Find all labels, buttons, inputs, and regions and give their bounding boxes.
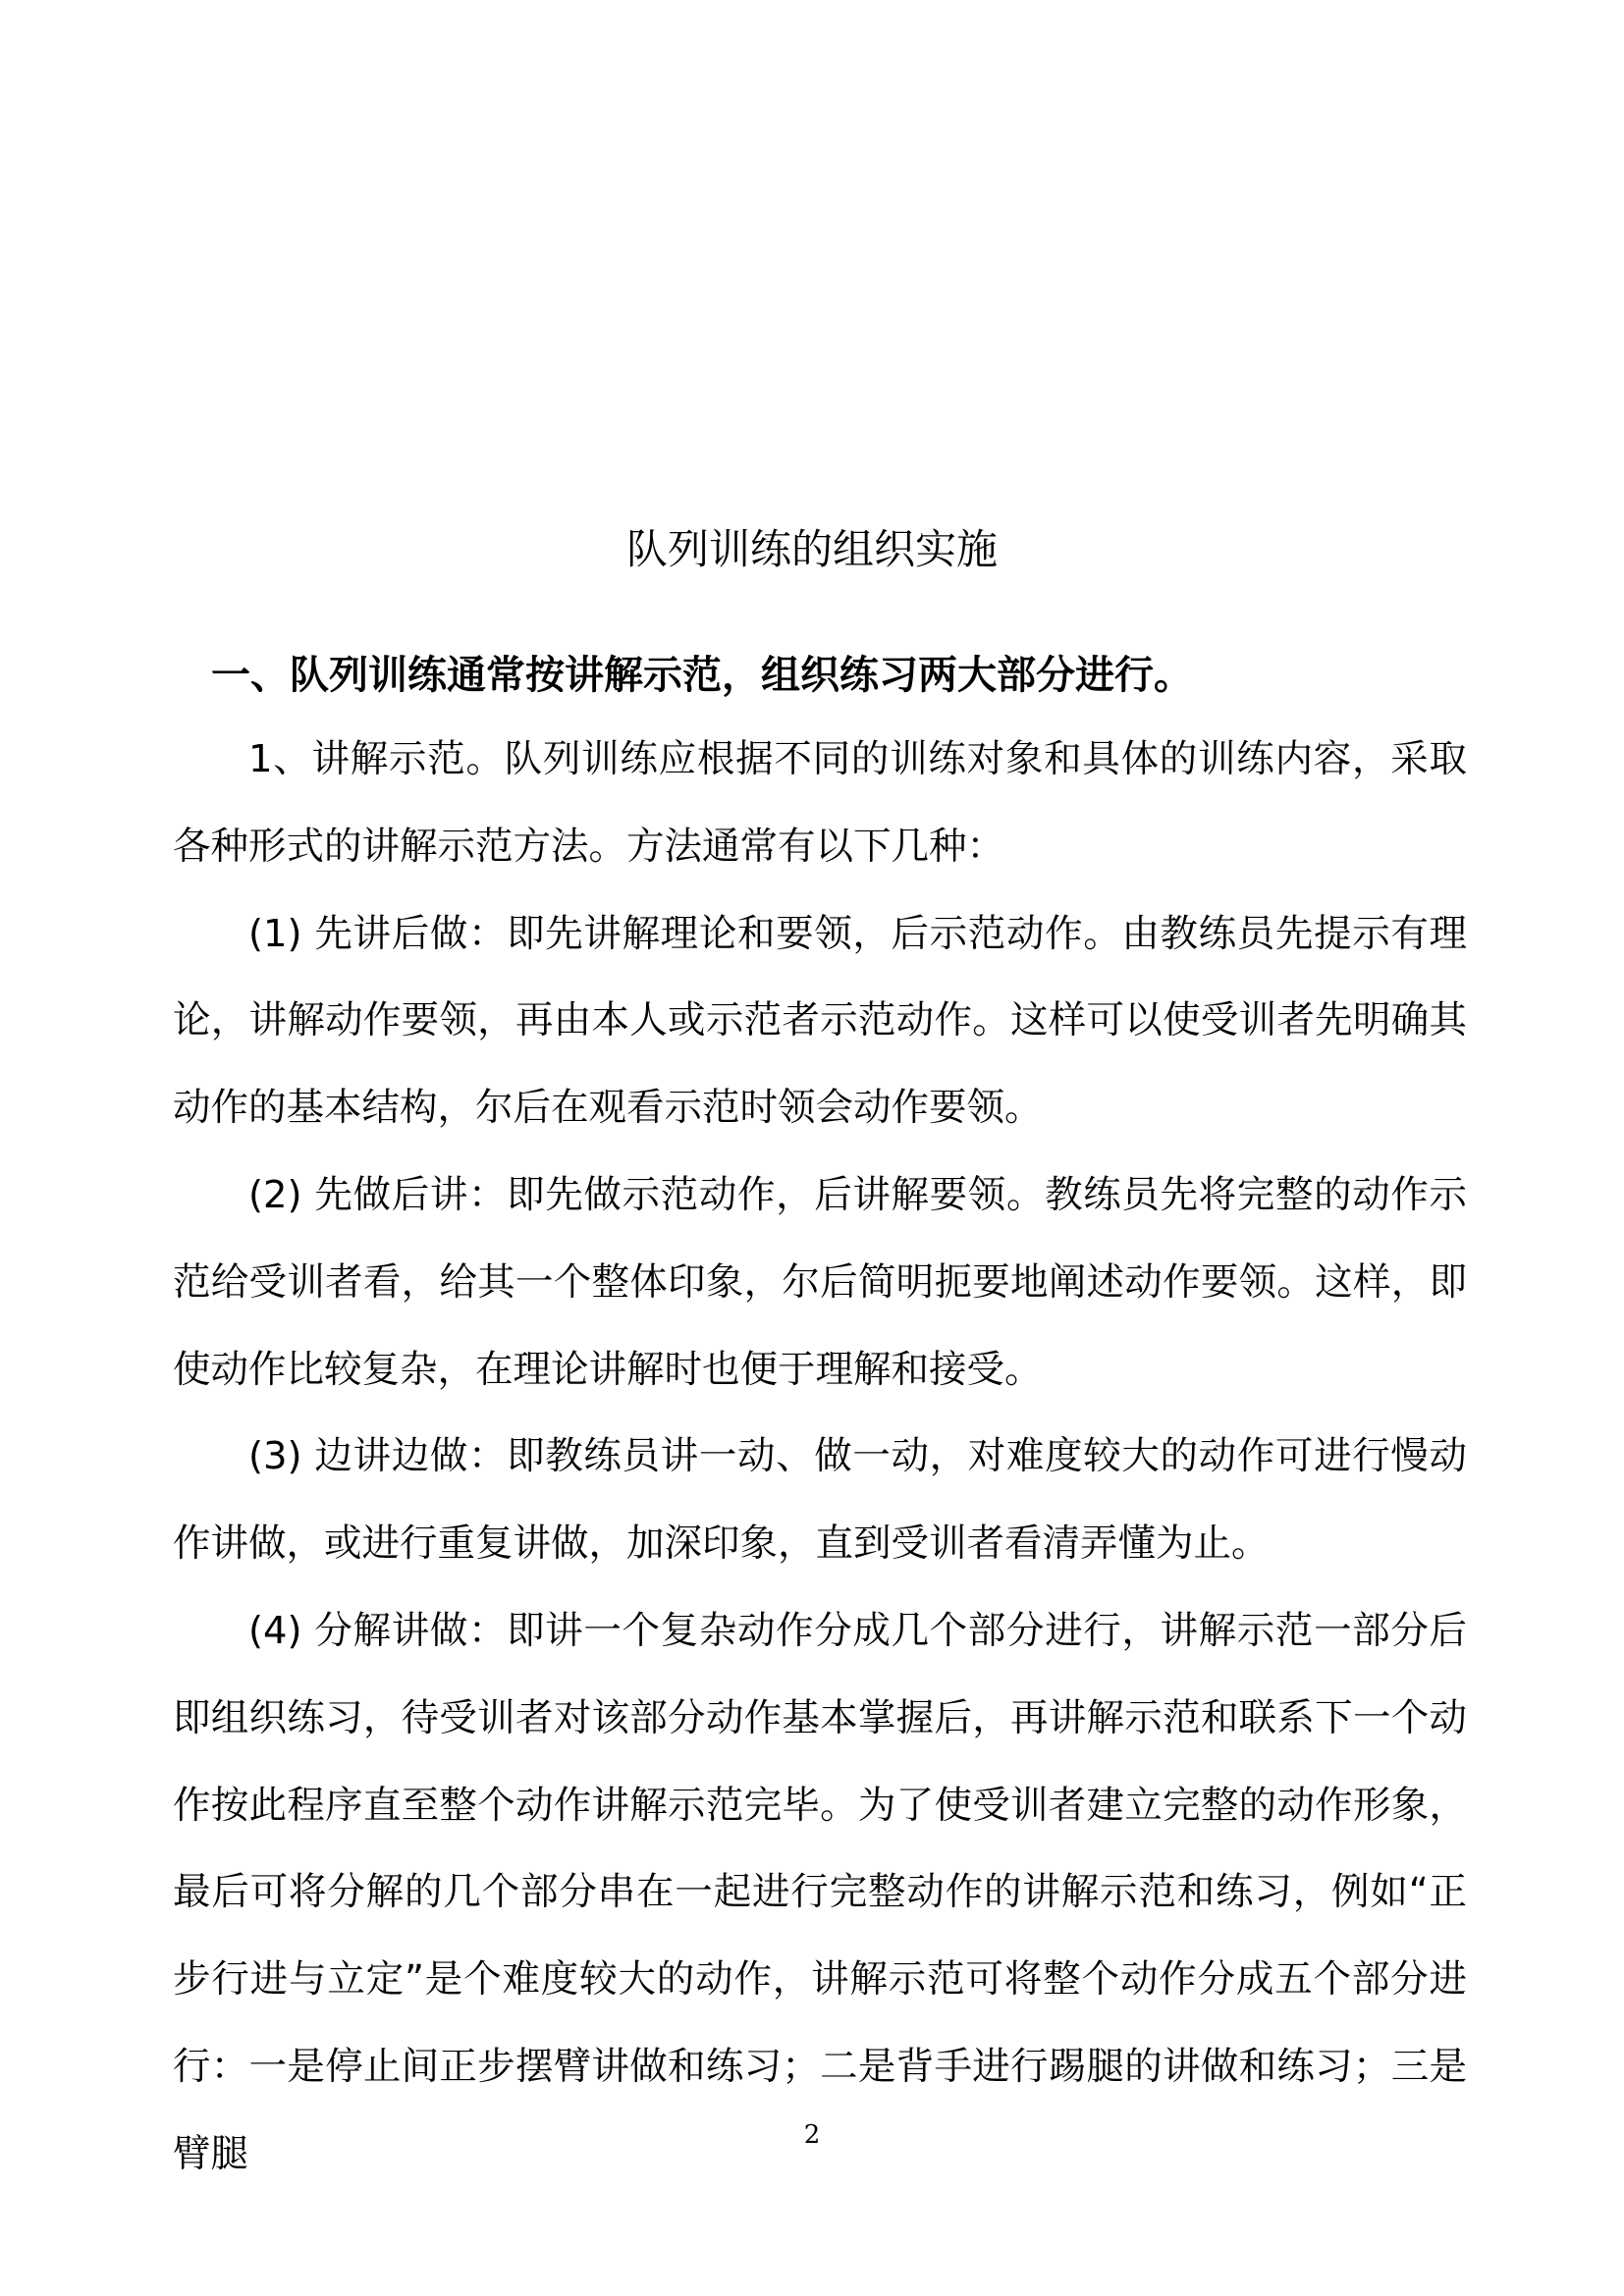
- document-body: [173, 717, 1467, 2199]
- paragraph-explanation-demo: 1、讲解示范。队列训练应根据不同的训练对象和具体的训练内容，采取各种形式的讲解示范方法。方法通常有以下几种：: [173, 737, 1467, 869]
- section-heading: 一、队列训练通常按讲解示范，组织练习两大部分进行。: [211, 653, 1193, 698]
- paragraph-method-3: (3) 边讲边做：即教练员讲一动、做一动，对难度较大的动作可进行慢动作讲做，或进行重复讲做，加深印象，直到受训者看清弄懂为止。: [173, 1434, 1467, 1567]
- paragraph-method-1: (1) 先讲后做：即先讲解理论和要领，后示范动作。由教练员先提示有理论，讲解动作要领，再由本人或示范者示范动作。这样可以使受训者先明确其动作的基本结构，尔后在观看示范时领会动作要领。: [173, 911, 1467, 1131]
- page-number: 2: [803, 2120, 821, 2150]
- paragraph-method-4: (4) 分解讲做：即讲一个复杂动作分成几个部分进行，讲解示范一部分后即组织练习，待受训者对该部分动作基本掌握后，再讲解示范和联系下一个动作按此程序直至整个动作讲解示范完毕。为了使受训者建立完整的动作形象，最后可将分解的几个部分串在一起进行完整动作的讲解示范和练习，例如“正步行进与立定”是个难度较大的动作，讲解示范可将整个动作分成五个部分进行：一是停止间正步摆臂讲做和练习；二是背手进行踢腿的讲做和练习；三是臂腿: [173, 1608, 1467, 2176]
- paragraph-method-2: (2) 先做后讲：即先做示范动作，后讲解要领。教练员先将完整的动作示范给受训者看，给其一个整体印象，尔后简明扼要地阐述动作要领。这样，即使动作比较复杂，在理论讲解时也便于理解和接受。: [173, 1172, 1467, 1392]
- document-title: 队列训练的组织实施: [625, 525, 998, 573]
